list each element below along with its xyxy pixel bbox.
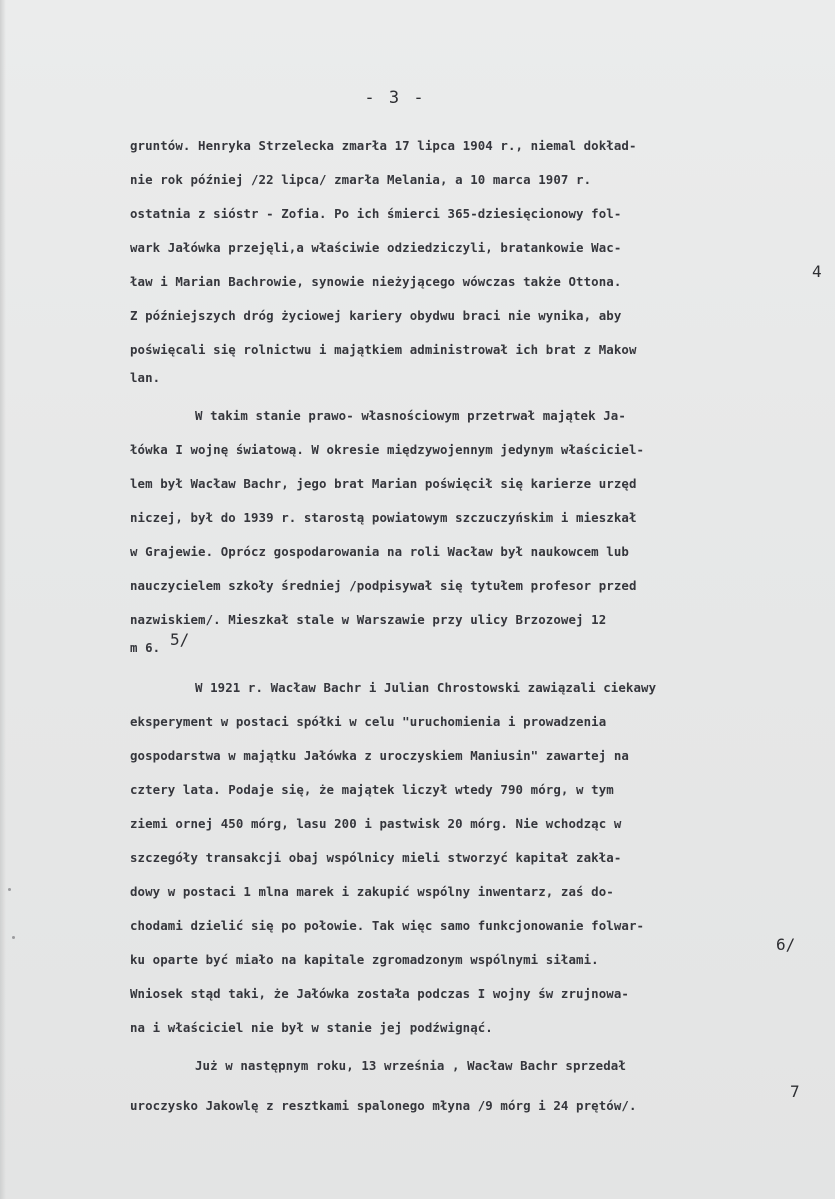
text-line: cztery lata. Podaje się, że majątek liczył wtedy 790 mórg, w tym (130, 782, 614, 797)
text-line: Z późniejszych dróg życiowej kariery obydwu braci nie wynika, aby (130, 308, 622, 323)
text-line: W 1921 r. Wacław Bachr i Julian Chrostowski zawiązali ciekawy (195, 680, 657, 695)
text-line: nauczycielem szkoły średniej /podpisywał się tytułem profesor przed (130, 578, 637, 593)
text-line: nie rok później /22 lipca/ zmarła Melania, a 10 marca 1907 r. (130, 172, 592, 187)
text-line: uroczysko Jakowlę z resztkami spalonego młyna /9 mórg i 24 prętów/. (130, 1098, 637, 1113)
punch-hole-mark (8, 888, 11, 891)
page-edge-shadow (0, 0, 6, 1199)
text-line: lan. (130, 370, 161, 385)
text-line: dowy w postaci 1 mlna marek i zakupić wspólny inwentarz, zaś do- (130, 884, 614, 899)
text-line: niczej, był do 1939 r. starostą powiatowym szczuczyńskim i mieszkał (130, 510, 637, 525)
text-line: na i właściciel nie był w stanie jej podźwignąć. (130, 1020, 493, 1035)
text-line: ław i Marian Bachrowie, synowie nieżyjącego wówczas także Ottona. (130, 274, 622, 289)
footnote-mark: 4 (812, 262, 822, 281)
text-line: eksperyment w postaci spółki w celu "uruchomienia i prowadzenia (130, 714, 607, 729)
text-line: nazwiskiem/. Mieszkał stale w Warszawie przy ulicy Brzozowej 12 (130, 612, 607, 627)
footnote-mark: 7 (790, 1082, 800, 1101)
text-line: łówka I wojnę światową. W okresie międzywojennym jedynym właściciel- (130, 442, 645, 457)
text-line: chodami dzielić się po połowie. Tak więc samo funkcjonowanie folwar- (130, 918, 645, 933)
text-line: lem był Wacław Bachr, jego brat Marian poświęcił się karierze urzęd (130, 476, 637, 491)
text-line: gruntów. Henryka Strzelecka zmarła 17 lipca 1904 r., niemal dokład- (130, 138, 637, 153)
page-number: - 3 - (364, 88, 426, 108)
text-line: m 6. (130, 640, 161, 655)
text-line: ziemi ornej 450 mórg, lasu 200 i pastwisk 20 mórg. Nie wchodząc w (130, 816, 622, 831)
footnote-mark: 5/ (170, 630, 190, 649)
text-line: ostatnia z sióstr - Zofia. Po ich śmierci 365-dziesięcionowy fol- (130, 206, 622, 221)
text-line: ku oparte być miało na kapitale zgromadzonym wspólnymi siłami. (130, 952, 599, 967)
punch-hole-mark (12, 936, 15, 939)
text-line: W takim stanie prawo- własnościowym przetrwał majątek Ja- (195, 408, 626, 423)
text-line: gospodarstwa w majątku Jałówka z uroczyskiem Maniusin" zawartej na (130, 748, 629, 763)
text-line: Już w następnym roku, 13 września , Wacław Bachr sprzedał (195, 1058, 626, 1073)
footnote-mark: 6/ (776, 935, 796, 954)
text-line: Wniosek stąd taki, że Jałówka została podczas I wojny św zrujnowa- (130, 986, 629, 1001)
text-line: wark Jałówka przejęli,a właściwie odziedziczyli, bratankowie Wac- (130, 240, 622, 255)
text-line: w Grajewie. Oprócz gospodarowania na roli Wacław był naukowcem lub (130, 544, 629, 559)
text-line: szczegóły transakcji obaj wspólnicy mieli stworzyć kapitał zakła- (130, 850, 622, 865)
text-line: poświęcali się rolnictwu i majątkiem administrował ich brat z Makow (130, 342, 637, 357)
